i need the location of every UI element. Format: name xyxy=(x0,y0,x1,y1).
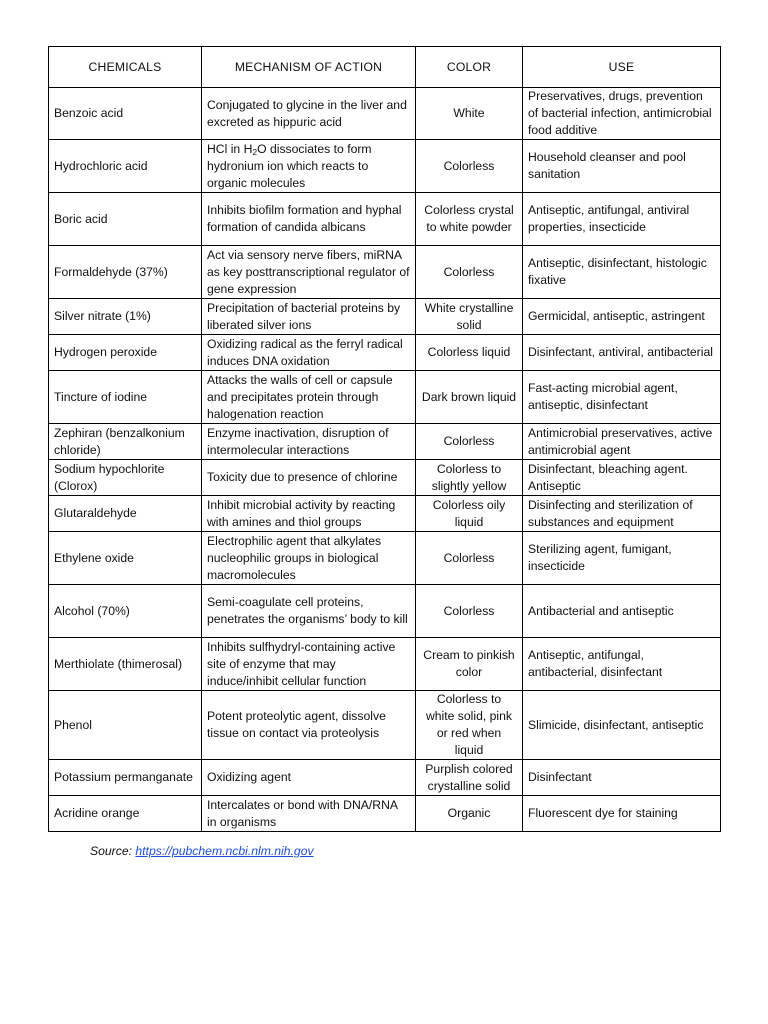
color-cell: Colorless crystal to white powder xyxy=(416,193,523,246)
color-cell: Colorless xyxy=(416,585,523,638)
mechanism-cell: Oxidizing agent xyxy=(202,760,416,796)
use-cell: Fast-acting microbial agent, antiseptic, disinfectant xyxy=(523,371,721,424)
table-row xyxy=(49,193,721,246)
color-cell: Colorless xyxy=(416,140,523,193)
use-cell: Fluorescent dye for staining xyxy=(523,796,721,832)
header-use: USE xyxy=(523,47,721,88)
table-header-row xyxy=(49,47,721,88)
table-row xyxy=(49,532,721,585)
use-cell: Household cleanser and pool sanitation xyxy=(523,140,721,193)
color-cell: Colorless to slightly yellow xyxy=(416,460,523,496)
use-cell: Antiseptic, antifungal, antibacterial, disinfectant xyxy=(523,638,721,691)
mechanism-cell: Potent proteolytic agent, dissolve tissue on contact via proteolysis xyxy=(202,691,416,760)
use-cell: Germicidal, antiseptic, astringent xyxy=(523,299,721,335)
chemical-name: Zephiran (benzalkonium chloride) xyxy=(49,424,202,460)
mechanism-cell: Conjugated to glycine in the liver and excreted as hippuric acid xyxy=(202,88,416,140)
chemical-name: Sodium hypochlorite (Clorox) xyxy=(49,460,202,496)
chemical-name: Ethylene oxide xyxy=(49,532,202,585)
color-cell: Colorless oily liquid xyxy=(416,496,523,532)
chemical-name: Boric acid xyxy=(49,193,202,246)
source-citation xyxy=(90,843,314,860)
use-cell: Disinfectant, antiviral, antibacterial xyxy=(523,335,721,371)
color-cell: Organic xyxy=(416,796,523,832)
mechanism-cell: Act via sensory nerve fibers, miRNA as key posttranscriptional regulator of gene expression xyxy=(202,246,416,299)
mechanism-cell: Precipitation of bacterial proteins by liberated silver ions xyxy=(202,299,416,335)
mechanism-cell: Enzyme inactivation, disruption of intermolecular interactions xyxy=(202,424,416,460)
mechanism-text: HCl in H xyxy=(207,141,253,156)
table-row xyxy=(49,585,721,638)
table-row xyxy=(49,760,721,796)
color-cell: Cream to pinkish color xyxy=(416,638,523,691)
table-row xyxy=(49,796,721,832)
chemical-name: Hydrogen peroxide xyxy=(49,335,202,371)
chemical-name: Tincture of iodine xyxy=(49,371,202,424)
mechanism-cell: Attacks the walls of cell or capsule and precipitates protein through halogenation reaction xyxy=(202,371,416,424)
mechanism-cell: Semi-coagulate cell proteins, penetrates the organisms’ body to kill xyxy=(202,585,416,638)
chemical-name: Benzoic acid xyxy=(49,88,202,140)
mechanism-cell: Oxidizing radical as the ferryl radical induces DNA oxidation xyxy=(202,335,416,371)
use-cell: Slimicide, disinfectant, antiseptic xyxy=(523,691,721,760)
table-row xyxy=(49,691,721,760)
mechanism-cell: Electrophilic agent that alkylates nucleophilic groups in biological macromolecules xyxy=(202,532,416,585)
table-row xyxy=(49,246,721,299)
use-cell: Preservatives, drugs, prevention of bacterial infection, antimicrobial food additive xyxy=(523,88,721,140)
table-row xyxy=(49,299,721,335)
source-label: Source: xyxy=(90,844,136,858)
use-cell: Disinfectant xyxy=(523,760,721,796)
chemical-name: Alcohol (70%) xyxy=(49,585,202,638)
mechanism-cell: Inhibits sulfhydryl-containing active site of enzyme that may induce/inhibit cellular function xyxy=(202,638,416,691)
chemical-name: Potassium permanganate xyxy=(49,760,202,796)
color-cell: Colorless xyxy=(416,246,523,299)
chemicals-table xyxy=(48,46,721,832)
use-cell: Antiseptic, antifungal, antiviral properties, insecticide xyxy=(523,193,721,246)
mechanism-cell xyxy=(202,140,416,193)
subscript: 2 xyxy=(252,146,258,157)
use-cell: Antibacterial and antiseptic xyxy=(523,585,721,638)
chemical-name: Formaldehyde (37%) xyxy=(49,246,202,299)
table-row xyxy=(49,335,721,371)
chemical-name: Glutaraldehyde xyxy=(49,496,202,532)
mechanism-cell: Toxicity due to presence of chlorine xyxy=(202,460,416,496)
header-mechanism: MECHANISM OF ACTION xyxy=(202,47,416,88)
color-cell: Purplish colored crystalline solid xyxy=(416,760,523,796)
chemical-name: Acridine orange xyxy=(49,796,202,832)
color-cell: White crystalline solid xyxy=(416,299,523,335)
chemical-name: Hydrochloric acid xyxy=(49,140,202,193)
mechanism-text: O dissociates to form hydronium ion which reacts to organic molecules xyxy=(207,141,372,190)
use-cell: Disinfectant, bleaching agent. Antiseptic xyxy=(523,460,721,496)
mechanism-cell: Inhibits biofilm formation and hyphal formation of candida albicans xyxy=(202,193,416,246)
use-cell: Sterilizing agent, fumigant, insecticide xyxy=(523,532,721,585)
chemical-name: Merthiolate (thimerosal) xyxy=(49,638,202,691)
color-cell: Dark brown liquid xyxy=(416,371,523,424)
source-link[interactable]: https://pubchem.ncbi.nlm.nih.gov xyxy=(135,844,314,858)
color-cell: Colorless xyxy=(416,424,523,460)
mechanism-cell: Inhibit microbial activity by reacting with amines and thiol groups xyxy=(202,496,416,532)
table-row xyxy=(49,88,721,140)
color-cell: Colorless xyxy=(416,532,523,585)
use-cell: Antiseptic, disinfectant, histologic fixative xyxy=(523,246,721,299)
mechanism-cell: Intercalates or bond with DNA/RNA in organisms xyxy=(202,796,416,832)
color-cell: Colorless to white solid, pink or red when liquid xyxy=(416,691,523,760)
header-color: COLOR xyxy=(416,47,523,88)
table-row xyxy=(49,371,721,424)
table-row xyxy=(49,424,721,460)
use-cell: Disinfecting and sterilization of substances and equipment xyxy=(523,496,721,532)
chemical-name: Silver nitrate (1%) xyxy=(49,299,202,335)
table-row xyxy=(49,638,721,691)
color-cell: White xyxy=(416,88,523,140)
table-row xyxy=(49,460,721,496)
chemical-name: Phenol xyxy=(49,691,202,760)
use-cell: Antimicrobial preservatives, active antimicrobial agent xyxy=(523,424,721,460)
header-chemicals: CHEMICALS xyxy=(49,47,202,88)
table-row xyxy=(49,140,721,193)
table-row xyxy=(49,496,721,532)
color-cell: Colorless liquid xyxy=(416,335,523,371)
